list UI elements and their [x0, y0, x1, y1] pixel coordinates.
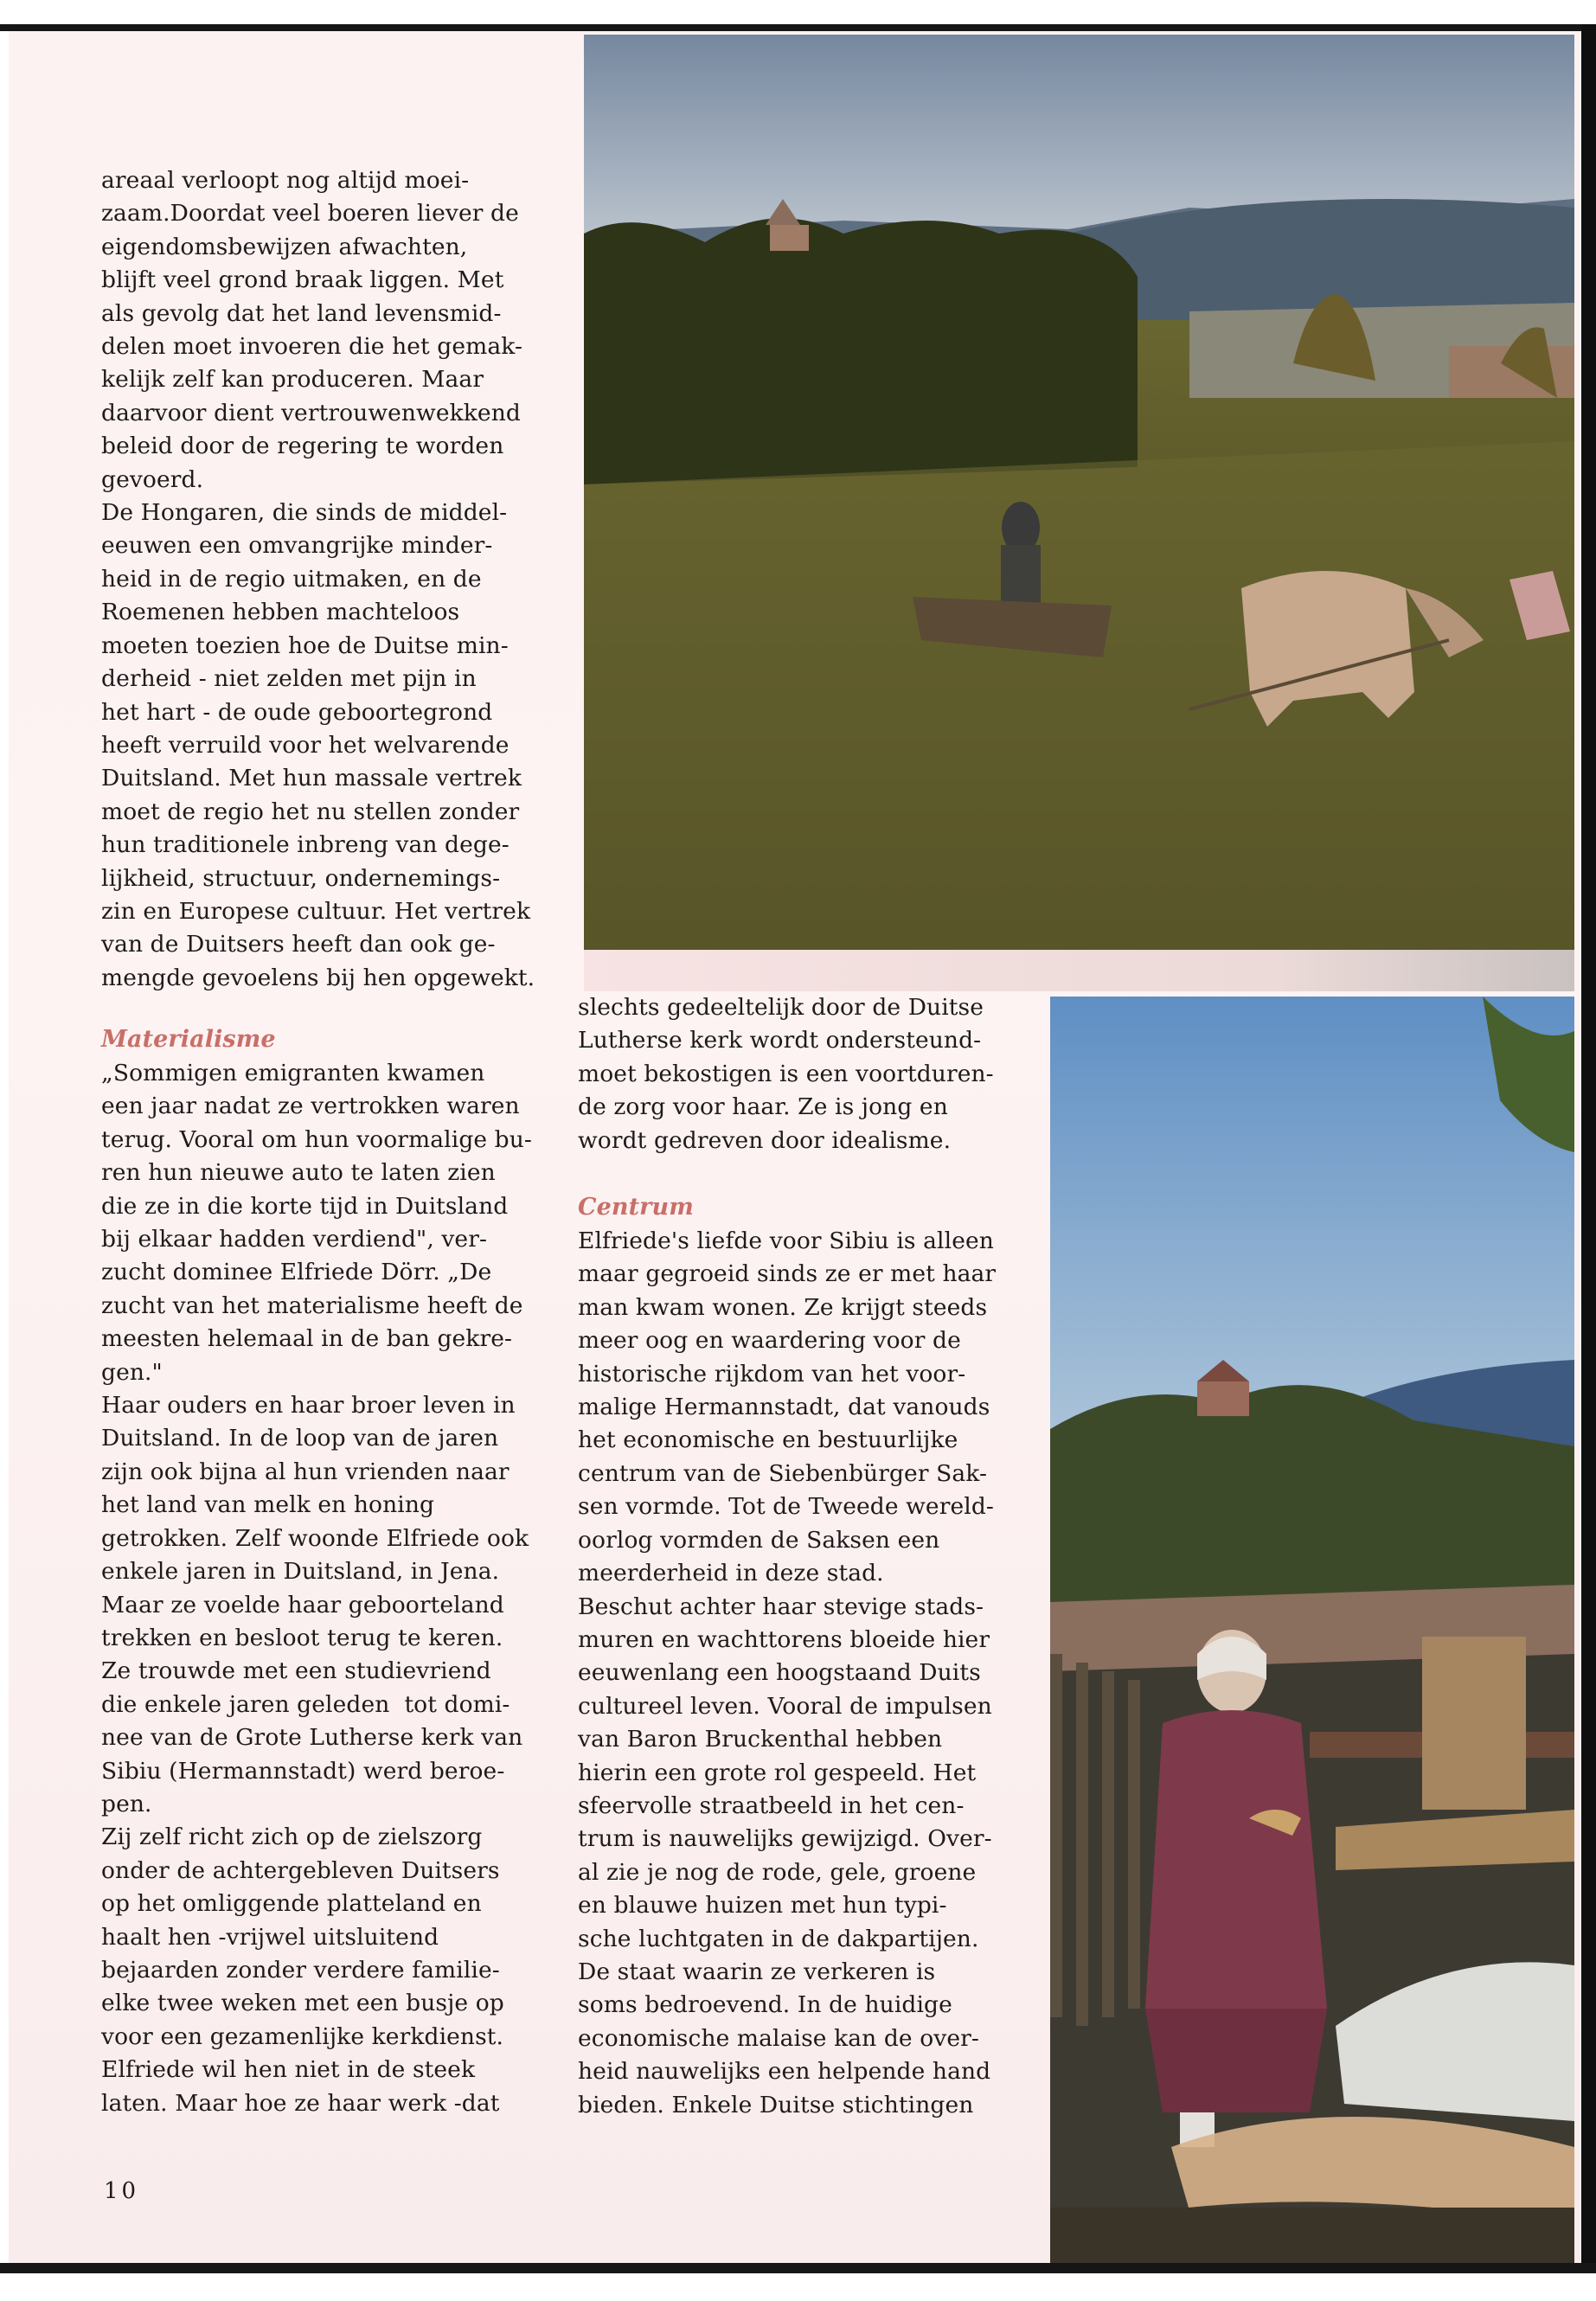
text-line: slechts gedeeltelijk door de Duitse	[578, 994, 984, 1021]
text-line: al zie je nog de rode, gele, groene	[578, 1858, 977, 1886]
text-line: zijn ook bijna al hun vrienden naar	[101, 1458, 510, 1485]
text-line: een jaar nadat ze vertrokken waren	[101, 1093, 520, 1120]
text-line: lijkheid, structuur, ondernemings-	[101, 864, 501, 892]
text-line: blijft veel grond braak liggen. Met	[101, 266, 504, 294]
text-line: „Sommigen emigranten kwamen	[101, 1060, 485, 1086]
text-line: heid in de regio uitmaken, en de	[101, 565, 482, 593]
text-line: meer oog en waardering voor de	[578, 1327, 961, 1355]
text-line: Duitsland. Met hun massale vertrek	[101, 765, 522, 792]
page-number: 10	[104, 2178, 140, 2204]
text-line: die enkele jaren geleden tot domi-	[101, 1690, 510, 1718]
photo-divider-strip	[584, 950, 1574, 991]
text-line: zaam.Doordat veel boeren liever de	[101, 200, 519, 228]
text-line: de zorg voor haar. Ze is jong en	[578, 1093, 948, 1121]
photo-field-with-oxen	[584, 35, 1574, 950]
text-line: heid nauwelijks een helpende hand	[578, 2058, 991, 2086]
text-line: meesten helemaal in de ban gekre-	[101, 1325, 513, 1353]
text-line: hierin een grote rol gespeeld. Het	[578, 1759, 977, 1786]
text-line: Sibiu (Hermannstadt) werd beroe-	[101, 1757, 505, 1785]
text-line: wordt gedreven door idealisme.	[578, 1126, 952, 1154]
text-column-middle	[578, 991, 1010, 2122]
section-heading-centrum: Centrum	[578, 1194, 694, 1221]
text-column-left-top	[101, 164, 551, 995]
text-line: Ze trouwde met een studievriend	[101, 1657, 491, 1685]
centrum-body	[578, 1225, 1010, 2122]
text-line: soms bedroevend. In de huidige	[578, 1991, 952, 2019]
section-heading-materialisme: Materialisme	[101, 1026, 276, 1053]
text-line: trum is nauwelijks gewijzigd. Over-	[578, 1825, 992, 1853]
text-line: heeft verruild voor het welvarende	[101, 731, 510, 759]
text-line: hun traditionele inbreng van dege-	[101, 831, 510, 859]
text-line: het land van melk en honing	[101, 1491, 435, 1519]
text-line: sche luchtgaten in de dakpartijen.	[578, 1925, 979, 1952]
text-line: meerderheid in deze stad.	[578, 1560, 884, 1587]
text-line: het economische en bestuurlijke	[578, 1426, 958, 1454]
text-line: malige Hermannstadt, dat vanouds	[578, 1394, 990, 1421]
text-line: economische malaise kan de over-	[578, 2024, 979, 2052]
text-line: zin en Europese cultuur. Het vertrek	[101, 897, 531, 925]
text-line: zucht van het materialisme heeft de	[101, 1292, 523, 1319]
text-line: zucht dominee Elfriede Dörr. „De	[101, 1259, 492, 1286]
text-line: van Baron Bruckenthal hebben	[578, 1726, 943, 1753]
text-line: enkele jaren in Duitsland, in Jena.	[101, 1558, 500, 1586]
text-line: getrokken. Zelf woonde Elfriede ook	[101, 1524, 529, 1552]
text-line: terug. Vooral om hun voormalige bu-	[101, 1125, 532, 1153]
text-line: mengde gevoelens bij hen opgewekt.	[101, 964, 535, 991]
top-border	[0, 24, 1596, 31]
continuation-text	[578, 991, 1010, 1157]
text-line: gen."	[101, 1358, 163, 1386]
text-line: muren en wachttorens bloeide hier	[578, 1625, 990, 1653]
text-line: Elfriede wil hen niet in de steek	[101, 2056, 476, 2084]
right-border	[1581, 24, 1596, 2273]
text-line: sfeervolle straatbeeld in het cen-	[578, 1791, 965, 1819]
text-line: daarvoor dient vertrouwenwekkend	[101, 399, 521, 426]
text-line: Elfriede's liefde voor Sibiu is alleen	[578, 1227, 994, 1255]
text-line: areaal verloopt nog altijd moei-	[101, 167, 470, 194]
text-line: onder de achtergebleven Duitsers	[101, 1856, 500, 1884]
text-line: bieden. Enkele Duitse stichtingen	[578, 2091, 974, 2118]
text-line: van de Duitsers heeft dan ook ge-	[101, 931, 496, 958]
text-line: gevoerd.	[101, 465, 204, 493]
text-line: Haar ouders en haar broer leven in	[101, 1392, 516, 1420]
text-line: eigendomsbewijzen afwachten,	[101, 233, 468, 260]
text-line: voor een gezamenlijke kerkdienst.	[101, 2022, 504, 2050]
text-line: maar gegroeid sinds ze er met haar	[578, 1260, 997, 1288]
photo-woman-husking-corn	[1050, 997, 1574, 2266]
text-line: die ze in die korte tijd in Duitsland	[101, 1192, 509, 1220]
text-line: op het omliggende platteland en	[101, 1890, 482, 1918]
text-line: man kwam wonen. Ze krijgt steeds	[578, 1293, 988, 1321]
text-line: ren hun nieuwe auto te laten zien	[101, 1159, 496, 1187]
bottom-border	[0, 2263, 1596, 2273]
text-line: Lutherse kerk wordt ondersteund-	[578, 1027, 982, 1054]
text-line: Roemenen hebben machteloos	[101, 599, 460, 626]
text-line: als gevolg dat het land levensmid-	[101, 299, 502, 327]
text-line: centrum van de Siebenbürger Sak-	[578, 1459, 988, 1487]
text-line: Duitsland. In de loop van de jaren	[101, 1425, 499, 1452]
text-line: moet de regio het nu stellen zonder	[101, 798, 520, 825]
text-line: De staat waarin ze verkeren is	[578, 1958, 936, 1985]
text-line: moet bekostigen is een voortduren-	[578, 1060, 994, 1087]
text-line: pen.	[101, 1790, 152, 1817]
text-line: oorlog vormden de Saksen een	[578, 1526, 940, 1554]
text-line: het hart - de oude geboortegrond	[101, 698, 493, 726]
text-line: beleid door de regering te worden	[101, 433, 504, 460]
text-line: Beschut achter haar stevige stads-	[578, 1593, 984, 1620]
text-line: Zij zelf richt zich op de zielszorg	[101, 1823, 483, 1851]
text-line: nee van de Grote Lutherse kerk van	[101, 1724, 523, 1752]
text-line: cultureel leven. Vooral de impulsen	[578, 1692, 992, 1720]
text-line: kelijk zelf kan produceren. Maar	[101, 366, 484, 394]
text-line: derheid - niet zelden met pijn in	[101, 665, 477, 693]
text-line: historische rijkdom van het voor-	[578, 1360, 966, 1388]
text-line: haalt hen -vrijwel uitsluitend	[101, 1923, 439, 1951]
text-line: eeuwen een omvangrijke minder-	[101, 532, 493, 560]
text-line: trekken en besloot terug te keren.	[101, 1624, 503, 1651]
text-line: moeten toezien hoe de Duitse min-	[101, 631, 509, 659]
text-line: sen vormde. Tot de Tweede wereld-	[578, 1493, 994, 1521]
materialisme-body	[101, 1057, 551, 2120]
text-line: eeuwenlang een hoogstaand Duits	[578, 1659, 981, 1687]
text-line: delen moet invoeren die het gemak-	[101, 333, 523, 361]
text-line: laten. Maar hoe ze haar werk -dat	[101, 2089, 500, 2117]
text-line: De Hongaren, die sinds de middel-	[101, 499, 508, 527]
text-line: bij elkaar hadden verdiend", ver-	[101, 1226, 488, 1253]
text-line: en blauwe huizen met hun typi-	[578, 1892, 947, 1920]
text-column-left-bottom	[101, 1022, 551, 2120]
text-line: bejaarden zonder verdere familie-	[101, 1956, 500, 1984]
text-line: elke twee weken met een busje op	[101, 1990, 504, 2017]
text-line: Maar ze voelde haar geboorteland	[101, 1591, 504, 1618]
